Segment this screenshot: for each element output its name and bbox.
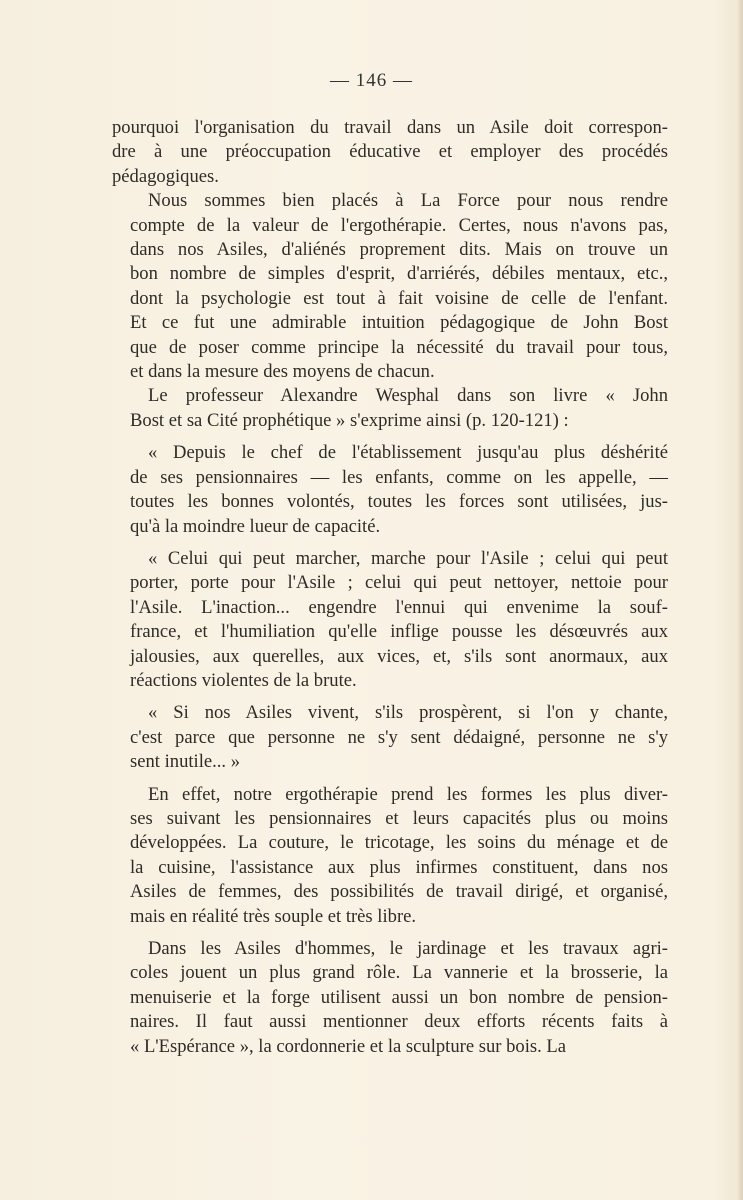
text-line: toutes les bonnes volontés, toutes les forces sont utilisées, jus- [130,491,668,513]
text-line: dre à une préoccupation éducative et employer des procédés [112,141,668,163]
paragraph [112,547,668,693]
text-line: c'est parce que personne ne s'y sent dédaigné, personne ne s'y [130,726,668,748]
text-line: ses suivant les pensionnaires et leurs capacités plus ou moins [130,807,668,829]
paragraph [112,937,668,1059]
text-line: compte de la valeur de l'ergothérapie. Certes, nous n'avons pas, [130,214,668,236]
text-line: france, et l'humiliation qu'elle inflige pousse les désœuvrés aux [130,621,668,643]
text-line: jalousies, aux querelles, aux vices, et, s'ils sont anormaux, aux [130,645,668,667]
text-line: « Depuis le chef de l'établissement jusqu'au plus déshérité [148,442,668,464]
text-line: bon nombre de simples d'esprit, d'arriérés, débiles mentaux, etc., [130,263,668,285]
body-text [112,116,668,1059]
text-line: la cuisine, l'assistance aux plus infirmes constituent, dans nos [130,856,668,878]
text-line: de ses pensionnaires — les enfants, comme on les appelle, — [130,466,668,488]
text-line: naires. Il faut aussi mentionner deux efforts récents faits à [130,1011,668,1033]
page-number: — 146 — [330,70,413,91]
text-line: porter, porte pour l'Asile ; celui qui peut nettoyer, nettoie pour [130,572,668,594]
text-line: menuiserie et la forge utilisent aussi un bon nombre de pension- [130,986,668,1008]
text-line: que de poser comme principe la nécessité du travail pour tous, [130,336,668,358]
text-line: dont la psychologie est tout à fait voisine de celle de l'enfant. [130,287,668,309]
text-line: Bost et sa Cité prophétique » s'exprime ainsi (p. 120-121) : [130,409,569,431]
text-line: coles jouent un plus grand rôle. La vannerie et la brosserie, la [130,962,668,984]
text-line: l'Asile. L'inaction... engendre l'ennui qui envenime la souf- [130,596,668,618]
text-line: pourquoi l'organisation du travail dans un Asile doit correspon- [112,117,668,138]
text-line: et dans la mesure des moyens de chacun. [130,361,435,383]
paragraph [112,384,668,433]
text-line: dans nos Asiles, d'aliénés proprement dits. Mais on trouve un [130,239,668,261]
text-line: mais en réalité très souple et très libre. [130,905,417,927]
text-line: pédagogiques. [112,165,219,187]
paragraph [112,116,668,189]
text-line: « L'Espérance », la cordonnerie et la sculpture sur bois. La [130,1035,567,1057]
text-line: Et ce fut une admirable intuition pédagogique de John Bost [130,312,668,334]
text-line: Dans les Asiles d'hommes, le jardinage et les travaux agri- [148,938,668,959]
paragraph [112,189,668,384]
text-line: Asiles de femmes, des possibilités de travail dirigé, et organisé, [130,881,668,903]
paragraph [112,701,668,774]
text-line: Le professeur Alexandre Wesphal dans son livre « John [148,385,668,407]
page-edge-shadow [737,0,743,1200]
text-line: qu'à la moindre lueur de capacité. [130,515,381,537]
text-line: développées. La couture, le tricotage, les soins du ménage et de [130,832,668,854]
text-line: sent inutile... » [130,751,241,773]
text-line: « Celui qui peut marcher, marche pour l'Asile ; celui qui peut [148,547,668,569]
text-line: En effet, notre ergothérapie prend les formes les plus diver- [148,783,668,805]
paragraph [112,783,668,929]
text-line: Nous sommes bien placés à La Force pour nous rendre [148,190,668,212]
text-line: réactions violentes de la brute. [130,669,357,691]
paragraph [112,441,668,539]
text-line: « Si nos Asiles vivent, s'ils prospèrent, si l'on y chante, [148,702,668,724]
